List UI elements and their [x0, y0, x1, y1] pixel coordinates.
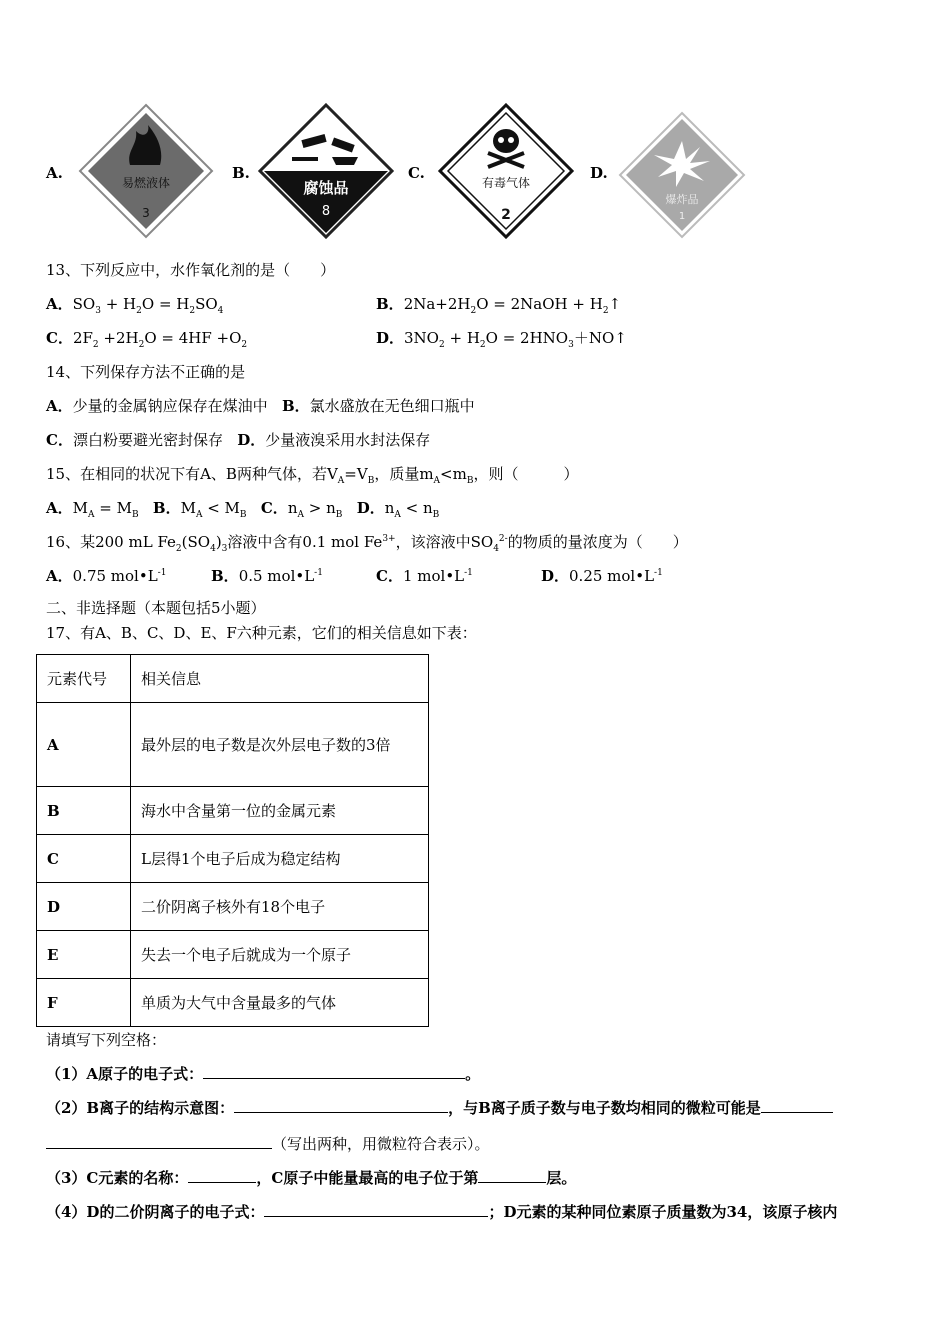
option-label: A． — [46, 295, 73, 313]
q16-option-b: B．0.5 $mol•L^{-1}$ — [211, 567, 323, 585]
sign-text: 爆炸品 — [665, 193, 699, 206]
element-info: 海水中含量第一位的金属元素 — [131, 787, 429, 835]
element-info: 失去一个电子后就成为一个原子 — [131, 931, 429, 979]
element-info: 单质为大气中含量最多的气体 — [131, 979, 429, 1027]
sign-text: 易燃液体 — [121, 176, 171, 190]
option-label-c: C. — [408, 164, 425, 182]
answer-blank[interactable] — [264, 1202, 488, 1217]
table-header: 元素代号 — [37, 655, 131, 703]
q13-option-d: D．$3NO_2 + H_2O$ = $2HNO_3+NO↑$ — [376, 329, 627, 350]
hand-icon — [332, 157, 358, 165]
q16-option-c: C．1 $mol•L^{-1}$ — [376, 567, 473, 585]
flammable-liquid-sign — [78, 103, 214, 239]
explosive-sign — [618, 111, 746, 239]
option-label: C． — [46, 329, 73, 347]
option-label-a: A. — [46, 164, 63, 182]
table-header: 相关信息 — [131, 655, 429, 703]
metal-bar-icon — [292, 157, 318, 161]
skull-eye — [508, 137, 514, 143]
element-code: D — [37, 883, 131, 931]
table-header-row — [37, 655, 429, 703]
section-heading: 二、非选择题（本题包括5小题） — [46, 599, 266, 617]
q15-stem: 15、在相同的状况下有A、B两种气体，若$V_A=V_B$，质量$m_A<m_B$，则（ ） — [46, 465, 579, 486]
answer-blank[interactable] — [46, 1134, 272, 1149]
element-info: 二价阴离子核外有18个电子 — [131, 883, 429, 931]
toxic-gas-sign — [438, 103, 574, 239]
answer-blank[interactable] — [761, 1098, 833, 1113]
sign-class-number: 8 — [321, 204, 331, 219]
q17-stem: 17、有A、B、C、D、E、F六种元素，它们的相关信息如下表： — [46, 624, 477, 642]
q16-option-d: D．0.25 $mol•L^{-1}$ — [541, 567, 663, 585]
q13-stem: 13、下列反应中，水作氧化剂的是（ ） — [46, 261, 336, 279]
q16-stem: 16、某200 mL $Fe_2(SO_4)_3$溶液中含有0.1 mol $Fe^{3+}$，该溶液中$SO_4^{2-}$的物质的量浓度为（ ） — [46, 533, 688, 554]
q14-options-ab: A．少量的金属钠应保存在煤油中 B．氯水盛放在无色细口瓶中 — [46, 397, 475, 415]
skull-icon — [493, 129, 519, 153]
q15-options: A．$M_A = M_B$ B．$M_A < M_B$ C．$n_A > n_B$ D．$n_A < n_B$ — [46, 499, 440, 520]
answer-blank[interactable] — [478, 1168, 546, 1183]
element-code: F — [37, 979, 131, 1027]
q14-stem: 14、下列保存方法不正确的是 — [46, 363, 246, 381]
table-row — [37, 787, 429, 835]
sign-class-number: 1 — [678, 211, 686, 222]
table-row — [37, 979, 429, 1027]
option-label-d: D. — [590, 164, 608, 182]
table-row — [37, 883, 429, 931]
sign-text: 腐蚀品 — [303, 179, 349, 197]
sign-class-number: 2 — [501, 207, 511, 223]
element-code: A — [37, 703, 131, 787]
q13-option-c: C．$2F_2 +2H_2O = 4HF +O_2$ — [46, 329, 248, 350]
table-row — [37, 703, 429, 787]
q17-part-4: （4）D的二价阴离子的电子式： ；D元素的某种同位素原子质量数为34，该原子核内 — [46, 1203, 838, 1221]
element-info: L层得1个电子后成为稳定结构 — [131, 835, 429, 883]
skull-eye — [498, 137, 504, 143]
sign-text: 有毒气体 — [481, 176, 531, 190]
element-info-table — [36, 654, 429, 1027]
answer-blank[interactable] — [234, 1098, 448, 1113]
answer-blank[interactable] — [203, 1064, 465, 1079]
element-code: C — [37, 835, 131, 883]
element-code: E — [37, 931, 131, 979]
answer-blank[interactable] — [188, 1168, 256, 1183]
q17-part-3: （3）C元素的名称： ，C原子中能量最高的电子位于第 层。 — [46, 1169, 577, 1187]
table-row — [37, 835, 429, 883]
element-code: B — [37, 787, 131, 835]
table-row — [37, 931, 429, 979]
corrosive-sign — [258, 103, 394, 239]
option-label-b: B. — [232, 164, 250, 182]
sign-class-number: 3 — [142, 206, 150, 220]
q17-part-2: （2）B离子的结构示意图： ，与B离子质子数与电子数均相同的微粒可能是 — [46, 1098, 833, 1118]
q17-part-1: （1）A原子的电子式： 。 — [46, 1065, 481, 1083]
q13-option-a: A．$SO_3 + H_2O = H_2SO_4$ — [46, 295, 224, 316]
fill-prompt: 请填写下列空格： — [46, 1031, 167, 1049]
q17-part-2-cont: （写出两种，用微粒符合表示）。 — [46, 1134, 490, 1154]
option-label: B． — [376, 295, 404, 313]
q13-option-b: B．$2Na+2H_2O$ = 2NaOH + $H_2↑$ — [376, 295, 622, 316]
element-info: 最外层的电子数是次外层电子数的3倍 — [131, 703, 429, 787]
q16-option-a: A．0.75 $mol•L^{-1}$ — [46, 567, 167, 585]
q14-options-cd: C．漂白粉要避光密封保存 D．少量液溴采用水封法保存 — [46, 431, 431, 449]
option-label: D． — [376, 329, 405, 347]
